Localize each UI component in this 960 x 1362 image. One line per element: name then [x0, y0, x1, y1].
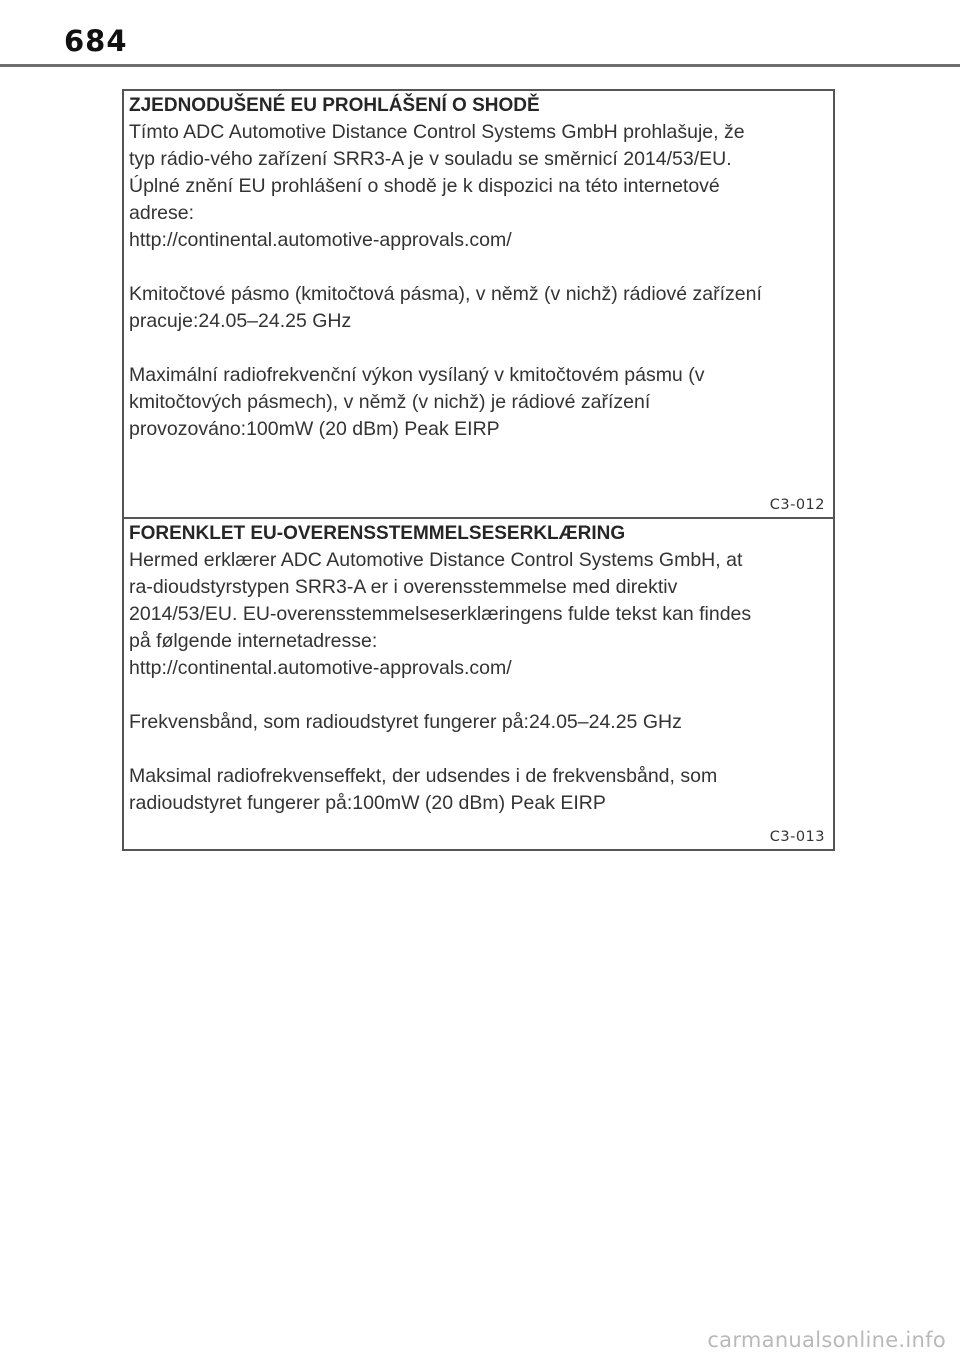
text-line: 2014/53/EU. EU-overensstemmelseserklæringens fulde tekst kan findes [129, 603, 752, 625]
text-line: provozováno:100mW (20 dBm) Peak EIRP [129, 418, 500, 440]
paragraph-gap [129, 254, 829, 281]
text-line: pracuje:24.05–24.25 GHz [129, 310, 352, 332]
text-line: kmitočtových pásmech), v němž (v nichž) je rádiové zařízení [129, 391, 651, 413]
text-line: på følgende internetadresse: [129, 630, 378, 652]
paragraph-gap [129, 335, 829, 362]
reference-code: C3-012 [769, 497, 825, 513]
paragraph-gap [129, 736, 829, 763]
reference-code: C3-013 [769, 829, 825, 845]
url-line: http://continental.automotive-approvals.com/ [129, 657, 512, 679]
text-line: radioudstyret fungerer på:100mW (20 dBm) Peak EIRP [129, 792, 606, 814]
section-title: ZJEDNODUŠENÉ EU PROHLÁŠENÍ O SHODĚ [129, 95, 540, 116]
text-line: Úplné znění EU prohlášení o shodě je k dispozici na této internetové [129, 175, 720, 197]
paragraph-gap [129, 682, 829, 709]
text-line: Frekvensbånd, som radioudstyret fungerer på:24.05–24.25 GHz [129, 711, 682, 733]
section-title: FORENKLET EU-OVERENSSTEMMELSESERKLÆRING [129, 523, 626, 544]
url-line: http://continental.automotive-approvals.com/ [129, 229, 512, 251]
header-divider [0, 64, 960, 67]
declaration-box [122, 89, 835, 851]
site-watermark: carmanualsonline.info [707, 1328, 946, 1352]
text-line: adrese: [129, 202, 195, 224]
text-line: Tímto ADC Automotive Distance Control Systems GmbH prohlašuje, že [129, 121, 745, 143]
text-line: ra-dioudstyrstypen SRR3-A er i overensstemmelse med direktiv [129, 576, 678, 598]
text-line: Maximální radiofrekvenční výkon vysílaný v kmitočtovém pásmu (v [129, 364, 705, 386]
text-line: typ rádio-vého zařízení SRR3-A je v souladu se směrnicí 2014/53/EU. [129, 148, 732, 170]
text-line: Kmitočtové pásmo (kmitočtová pásma), v němž (v nichž) rádiové zařízení [129, 283, 762, 305]
page-number: 684 [64, 24, 128, 58]
declaration-section-czech [124, 91, 833, 519]
text-line: Maksimal radiofrekvenseffekt, der udsendes i de frekvensbånd, som [129, 765, 718, 787]
text-line: Hermed erklærer ADC Automotive Distance Control Systems GmbH, at [129, 549, 743, 571]
declaration-section-danish [124, 519, 833, 849]
